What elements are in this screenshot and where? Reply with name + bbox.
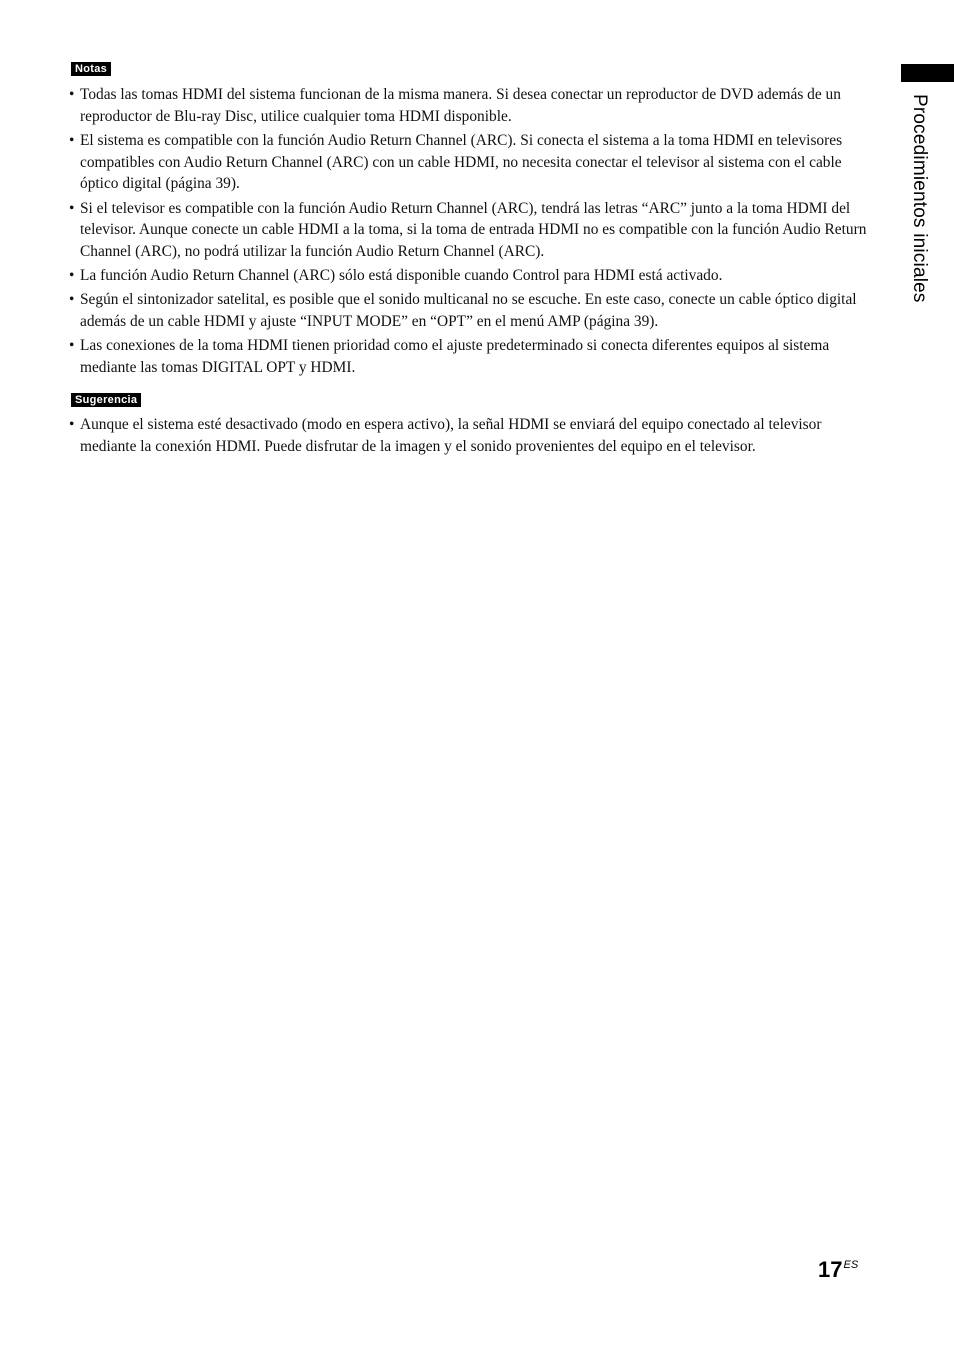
tip-label: Sugerencia bbox=[71, 393, 141, 407]
page-number bbox=[818, 1257, 858, 1283]
tip-item: • Aunque el sistema esté desactivado (modo en espera activo), la señal HDMI se enviará del equipo conectado al televisor mediante la conexión HDMI. Puede disfrutar de la imagen y el sonido provenientes del equipo en el televisor. bbox=[68, 414, 868, 457]
note-item: • Según el sintonizador satelital, es posible que el sonido multicanal no se escuche. En este caso, conecte un cable óptico digital además de un cable HDMI y ajuste “INPUT MODE” en “OPT” en el menú AMP (página 39). bbox=[68, 289, 868, 332]
section-side-title: Procedimientos iniciales bbox=[909, 94, 930, 303]
note-item: • Si el televisor es compatible con la función Audio Return Channel (ARC), tendrá las letras “ARC” junto a la toma HDMI del televisor. Aunque conecte un cable HDMI a la toma, si la toma de entrada HDMI no es compatible con la función Audio Return Channel (ARC), no podrá utilizar la función Audio Return Channel (ARC). bbox=[68, 198, 868, 263]
page-language-suffix: ES bbox=[843, 1259, 859, 1271]
note-item: • La función Audio Return Channel (ARC) sólo está disponible cuando Control para HDMI está activado. bbox=[68, 265, 868, 287]
note-item: • Todas las tomas HDMI del sistema funcionan de la misma manera. Si desea conectar un reproductor de DVD además de un reproductor de Blu-ray Disc, utilice cualquier toma HDMI disponible. bbox=[68, 84, 868, 127]
tip-list bbox=[68, 414, 868, 460]
notes-list bbox=[68, 84, 868, 381]
notes-label: Notas bbox=[71, 62, 111, 76]
page-number-value: 17 bbox=[818, 1257, 843, 1282]
note-item: • Las conexiones de la toma HDMI tienen prioridad como el ajuste predeterminado si conecta diferentes equipos al sistema mediante las tomas DIGITAL OPT y HDMI. bbox=[68, 335, 868, 378]
section-tab-marker bbox=[901, 64, 954, 82]
note-item: • El sistema es compatible con la función Audio Return Channel (ARC). Si conecta el sistema a la toma HDMI en televisores compatibles con Audio Return Channel (ARC) con un cable HDMI, no necesita conectar el televisor al sistema con el cable óptico digital (página 39). bbox=[68, 130, 868, 195]
